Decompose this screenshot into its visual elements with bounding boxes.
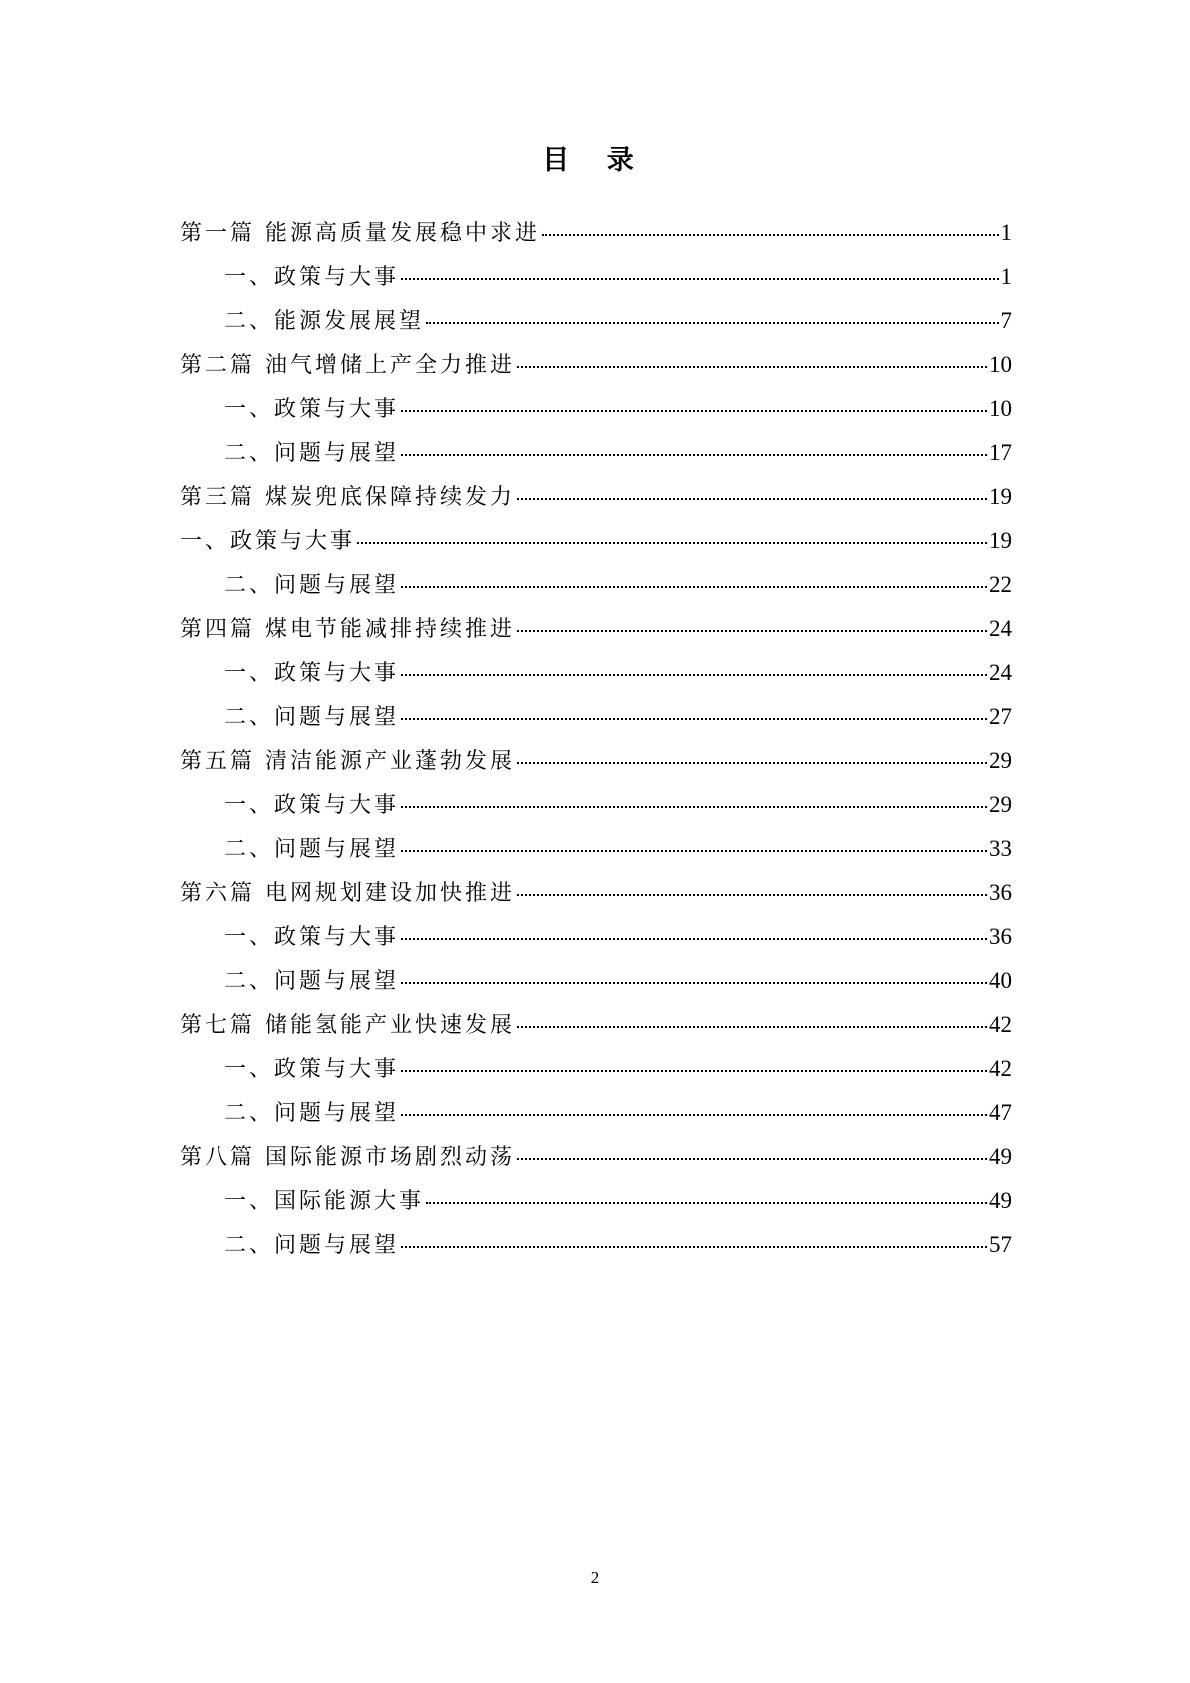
table-of-contents	[180, 216, 1012, 1272]
toc-entry-label: 第五篇 清洁能源产业蓬勃发展	[180, 749, 515, 774]
toc-entry-label: 二、问题与展望	[224, 1101, 400, 1126]
toc-section-entry[interactable]	[180, 788, 1012, 832]
toc-entry-page: 24	[989, 616, 1012, 641]
toc-entry-label: 一、政策与大事	[224, 265, 400, 290]
toc-dot-leader	[517, 894, 987, 896]
toc-entry-label: 第一篇 能源高质量发展稳中求进	[180, 221, 540, 246]
toc-dot-leader	[401, 1246, 987, 1248]
toc-part-entry[interactable]	[180, 744, 1012, 788]
toc-entry-page: 47	[989, 1100, 1012, 1125]
toc-entry-label: 一、政策与大事	[224, 661, 400, 686]
toc-entry-label: 二、问题与展望	[224, 441, 400, 466]
toc-entry-label: 二、能源发展展望	[224, 309, 425, 334]
toc-entry-page: 19	[989, 484, 1012, 509]
toc-dot-leader	[401, 1114, 987, 1116]
toc-entry-page: 36	[989, 880, 1012, 905]
toc-dot-leader	[542, 234, 999, 236]
toc-title: 目 录	[542, 145, 648, 176]
toc-entry-page: 10	[989, 396, 1012, 421]
toc-entry-page: 1	[1000, 220, 1012, 245]
toc-entry-page: 36	[989, 924, 1012, 949]
toc-section-entry[interactable]	[180, 436, 1012, 480]
toc-part-entry[interactable]	[180, 1140, 1012, 1184]
toc-part-entry[interactable]	[180, 348, 1012, 392]
toc-part-entry[interactable]	[180, 1008, 1012, 1052]
toc-entry-page: 10	[989, 352, 1012, 377]
toc-dot-leader	[357, 542, 987, 544]
toc-entry-label: 二、问题与展望	[224, 705, 400, 730]
toc-entry-label: 一、政策与大事	[224, 793, 400, 818]
toc-entry-label: 二、问题与展望	[224, 573, 400, 598]
toc-part-entry[interactable]	[180, 612, 1012, 656]
toc-section-entry[interactable]	[180, 656, 1012, 700]
toc-dot-leader	[401, 410, 987, 412]
toc-entry-page: 49	[989, 1144, 1012, 1169]
toc-entry-label: 二、问题与展望	[224, 969, 400, 994]
toc-entry-page: 42	[989, 1056, 1012, 1081]
toc-entry-label: 第六篇 电网规划建设加快推进	[180, 881, 515, 906]
toc-entry-label: 一、政策与大事	[224, 397, 400, 422]
toc-entry-label: 第七篇 储能氢能产业快速发展	[180, 1013, 515, 1038]
toc-entry-page: 42	[989, 1012, 1012, 1037]
toc-section-entry[interactable]	[180, 392, 1012, 436]
toc-section-entry[interactable]	[180, 1052, 1012, 1096]
toc-dot-leader	[401, 982, 987, 984]
toc-section-entry[interactable]	[180, 1228, 1012, 1272]
toc-section-entry[interactable]	[180, 524, 1012, 568]
toc-entry-page: 29	[989, 792, 1012, 817]
toc-section-entry[interactable]	[180, 304, 1012, 348]
toc-section-entry[interactable]	[180, 568, 1012, 612]
toc-dot-leader	[401, 938, 987, 940]
toc-entry-page: 57	[989, 1232, 1012, 1257]
toc-entry-page: 27	[989, 704, 1012, 729]
toc-dot-leader	[517, 762, 987, 764]
toc-section-entry[interactable]	[180, 260, 1012, 304]
toc-entry-page: 24	[989, 660, 1012, 685]
toc-entry-label: 二、问题与展望	[224, 837, 400, 862]
toc-entry-page: 40	[989, 968, 1012, 993]
toc-dot-leader	[517, 498, 987, 500]
toc-entry-page: 33	[989, 836, 1012, 861]
toc-entry-label: 第四篇 煤电节能减排持续推进	[180, 617, 515, 642]
toc-entry-label: 一、政策与大事	[224, 925, 400, 950]
toc-dot-leader	[401, 1070, 987, 1072]
toc-section-entry[interactable]	[180, 700, 1012, 744]
toc-dot-leader	[401, 278, 998, 280]
toc-entry-label: 二、问题与展望	[224, 1233, 400, 1258]
toc-dot-leader	[401, 454, 987, 456]
toc-section-entry[interactable]	[180, 832, 1012, 876]
toc-section-entry[interactable]	[180, 1096, 1012, 1140]
toc-dot-leader	[401, 674, 987, 676]
toc-part-entry[interactable]	[180, 216, 1012, 260]
toc-dot-leader	[517, 1026, 987, 1028]
toc-section-entry[interactable]	[180, 964, 1012, 1008]
toc-entry-label: 第八篇 国际能源市场剧烈动荡	[180, 1145, 515, 1170]
toc-dot-leader	[401, 850, 987, 852]
toc-entry-page: 29	[989, 748, 1012, 773]
toc-entry-label: 第三篇 煤炭兜底保障持续发力	[180, 485, 515, 510]
toc-dot-leader	[401, 718, 987, 720]
toc-dot-leader	[401, 806, 987, 808]
toc-entry-page: 19	[989, 528, 1012, 553]
toc-entry-label: 第二篇 油气增储上产全力推进	[180, 353, 515, 378]
toc-entry-page: 17	[989, 440, 1012, 465]
page-number: 2	[590, 1568, 600, 1587]
toc-part-entry[interactable]	[180, 480, 1012, 524]
toc-section-entry[interactable]	[180, 920, 1012, 964]
toc-entry-label: 一、政策与大事	[224, 1057, 400, 1082]
toc-dot-leader	[426, 322, 998, 324]
toc-entry-page: 1	[1000, 264, 1012, 289]
toc-dot-leader	[517, 630, 987, 632]
toc-entry-page: 22	[989, 572, 1012, 597]
toc-part-entry[interactable]	[180, 876, 1012, 920]
toc-dot-leader	[517, 366, 987, 368]
toc-entry-label: 一、国际能源大事	[224, 1189, 425, 1214]
toc-dot-leader	[517, 1158, 987, 1160]
toc-entry-page: 49	[989, 1188, 1012, 1213]
toc-dot-leader	[401, 586, 987, 588]
toc-entry-label: 一、政策与大事	[180, 529, 356, 554]
toc-entry-page: 7	[1000, 308, 1012, 333]
toc-section-entry[interactable]	[180, 1184, 1012, 1228]
toc-dot-leader	[426, 1202, 987, 1204]
